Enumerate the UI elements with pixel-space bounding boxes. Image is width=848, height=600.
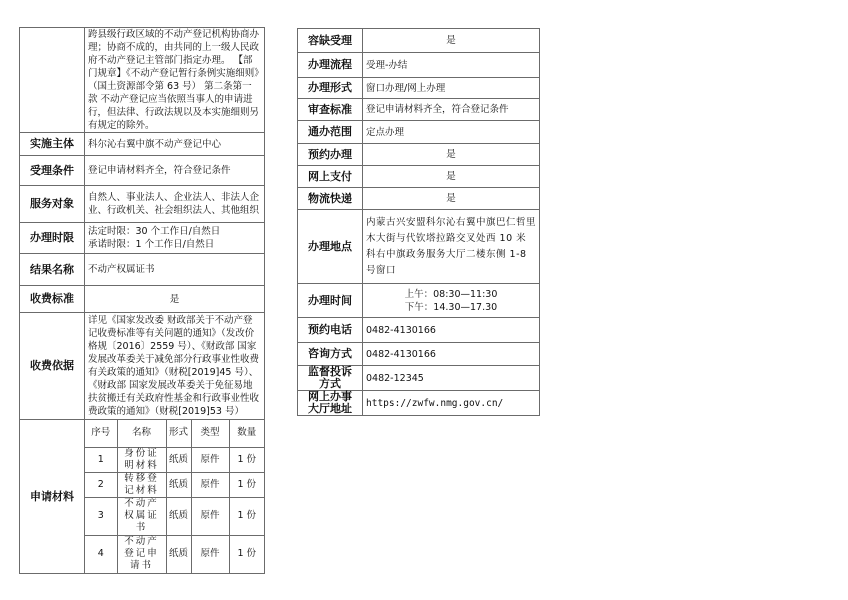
material-no: 1 [85, 447, 117, 472]
materials-row [85, 447, 264, 472]
row-label: 结果名称 [20, 254, 85, 286]
materials-header-row [85, 420, 264, 447]
materials-row [85, 535, 264, 573]
morning-hours: 上午：08:30—11:30 [404, 288, 498, 300]
label-line: 方式 [319, 377, 341, 390]
material-no: 2 [85, 472, 117, 497]
row-label: 网上支付 [298, 166, 363, 188]
table-row [20, 286, 265, 313]
table-row [298, 210, 540, 284]
material-type: 原件 [191, 535, 229, 573]
material-type: 原件 [191, 497, 229, 535]
table-row [298, 188, 540, 210]
row-value: 是 [363, 188, 540, 210]
material-type: 原件 [191, 472, 229, 497]
complaint-phone: 0482-12345 [363, 366, 540, 391]
row-value: 是 [85, 286, 265, 313]
row-value: 定点办理 [363, 121, 540, 144]
materials-row [85, 472, 264, 497]
service-info-table-right [297, 28, 540, 416]
header-cell: 序号 [85, 420, 117, 447]
service-info-table-left [19, 27, 265, 574]
row-label: 咨询方式 [298, 343, 363, 366]
material-form: 纸质 [166, 497, 191, 535]
row-label: 物流快递 [298, 188, 363, 210]
material-name: 不动产权属证书 [117, 497, 166, 535]
material-name: 不动产登记申请书 [117, 535, 166, 573]
row-label: 办理流程 [298, 53, 363, 78]
afternoon-hours: 下午：14.30—17.30 [404, 301, 498, 313]
material-qty: 1 份 [229, 447, 264, 472]
material-name: 身份证明材料 [117, 447, 166, 472]
row-label: 预约电话 [298, 318, 363, 343]
online-hall-url[interactable]: https://zwfw.nmg.gov.cn/ [363, 391, 540, 416]
row-value: 登记申请材料齐全，符合登记条件 [85, 156, 265, 186]
row-value: 是 [363, 29, 540, 53]
label-line: 网上办事 [308, 390, 352, 403]
table-row [20, 420, 265, 574]
row-label [298, 391, 363, 416]
promised-time-limit: 承诺时限：1 个工作日/自然日 [88, 239, 215, 250]
material-name: 转移登记材料 [117, 472, 166, 497]
material-form: 纸质 [166, 447, 191, 472]
row-label [20, 28, 85, 133]
row-value [85, 223, 265, 254]
table-row [298, 121, 540, 144]
row-value: 是 [363, 166, 540, 188]
row-label: 收费标准 [20, 286, 85, 313]
material-type: 原件 [191, 447, 229, 472]
table-row [298, 29, 540, 53]
row-label: 申请材料 [20, 420, 85, 574]
row-label: 收费依据 [20, 313, 85, 420]
fee-basis-text: 详见《国家发改委 财政部关于不动产登记收费标准等有关问题的通知》（发改价格规〔2016〕2559 号）、《财政部 国家发展改革委关于减免部分行政事业性收费有关政策的通知》（财税[2019]45 号）、《财政部 国家发展改革委关于免征易地扶贫搬迁有关政府性基金和行政事业性收费政策的通知》（财税[2019]53 号） [85, 313, 265, 420]
row-value: 窗口办理/网上办理 [363, 78, 540, 99]
table-row [298, 343, 540, 366]
row-label: 通办范围 [298, 121, 363, 144]
row-label: 办理时间 [298, 284, 363, 318]
material-qty: 1 份 [229, 497, 264, 535]
row-label: 容缺受理 [298, 29, 363, 53]
header-cell: 数量 [229, 420, 264, 447]
reservation-phone: 0482-4130166 [363, 318, 540, 343]
statutory-time-limit: 法定时限：30 个工作日/自然日 [88, 226, 221, 237]
table-row [298, 144, 540, 166]
table-row [298, 99, 540, 121]
row-label: 办理时限 [20, 223, 85, 254]
table-row [298, 166, 540, 188]
row-value: 登记申请材料齐全，符合登记条件 [363, 99, 540, 121]
row-label: 审查标准 [298, 99, 363, 121]
row-value: 受理-办结 [363, 53, 540, 78]
materials-table [85, 420, 264, 573]
table-row [20, 28, 265, 133]
address-text: 内蒙古兴安盟科尔沁右翼中旗巴仁哲里木大街与代钦塔拉路交叉处西 10 米科右中旗政务服务大厅二楼东侧 1-8 号窗口 [363, 210, 540, 284]
materials-cell [85, 420, 265, 574]
table-row [298, 284, 540, 318]
table-row [298, 391, 540, 416]
table-row [20, 133, 265, 156]
header-cell: 名称 [117, 420, 166, 447]
table-row [298, 53, 540, 78]
table-row [298, 78, 540, 99]
table-row [20, 186, 265, 223]
row-label [298, 366, 363, 391]
material-form: 纸质 [166, 535, 191, 573]
header-cell: 形式 [166, 420, 191, 447]
row-label: 办理地点 [298, 210, 363, 284]
row-label: 实施主体 [20, 133, 85, 156]
table-row [20, 313, 265, 420]
material-no: 4 [85, 535, 117, 573]
row-value: 自然人、事业法人、企业法人、非法人企业、行政机关、社会组织法人、其他组织 [85, 186, 265, 223]
table-row [20, 223, 265, 254]
row-label: 办理形式 [298, 78, 363, 99]
row-label: 服务对象 [20, 186, 85, 223]
row-value: 不动产权属证书 [85, 254, 265, 286]
table-row [20, 254, 265, 286]
table-row [298, 366, 540, 391]
row-label: 受理条件 [20, 156, 85, 186]
materials-row [85, 497, 264, 535]
consult-phone: 0482-4130166 [363, 343, 540, 366]
table-row [20, 156, 265, 186]
header-cell: 类型 [191, 420, 229, 447]
material-no: 3 [85, 497, 117, 535]
row-label: 预约办理 [298, 144, 363, 166]
material-form: 纸质 [166, 472, 191, 497]
legal-basis-text: 跨县级行政区域的不动产登记机构协商办理；协商不成的，由共同的上一级人民政府不动产登记主管部门指定办理。 【部门规章】《不动产登记暂行条例实施细则》（国土资源部令第 63 号） 第二条第一款 不动产登记应当依照当事人的申请进行，但法律、行政法规以及本实施细则另有规定的除外。 [85, 28, 265, 133]
label-line: 大厅地址 [308, 402, 352, 415]
material-qty: 1 份 [229, 472, 264, 497]
table-row [298, 318, 540, 343]
row-value: 是 [363, 144, 540, 166]
row-value: 科尔沁右翼中旗不动产登记中心 [85, 133, 265, 156]
label-line: 监督投诉 [308, 365, 352, 378]
material-qty: 1 份 [229, 535, 264, 573]
office-hours [363, 284, 540, 318]
